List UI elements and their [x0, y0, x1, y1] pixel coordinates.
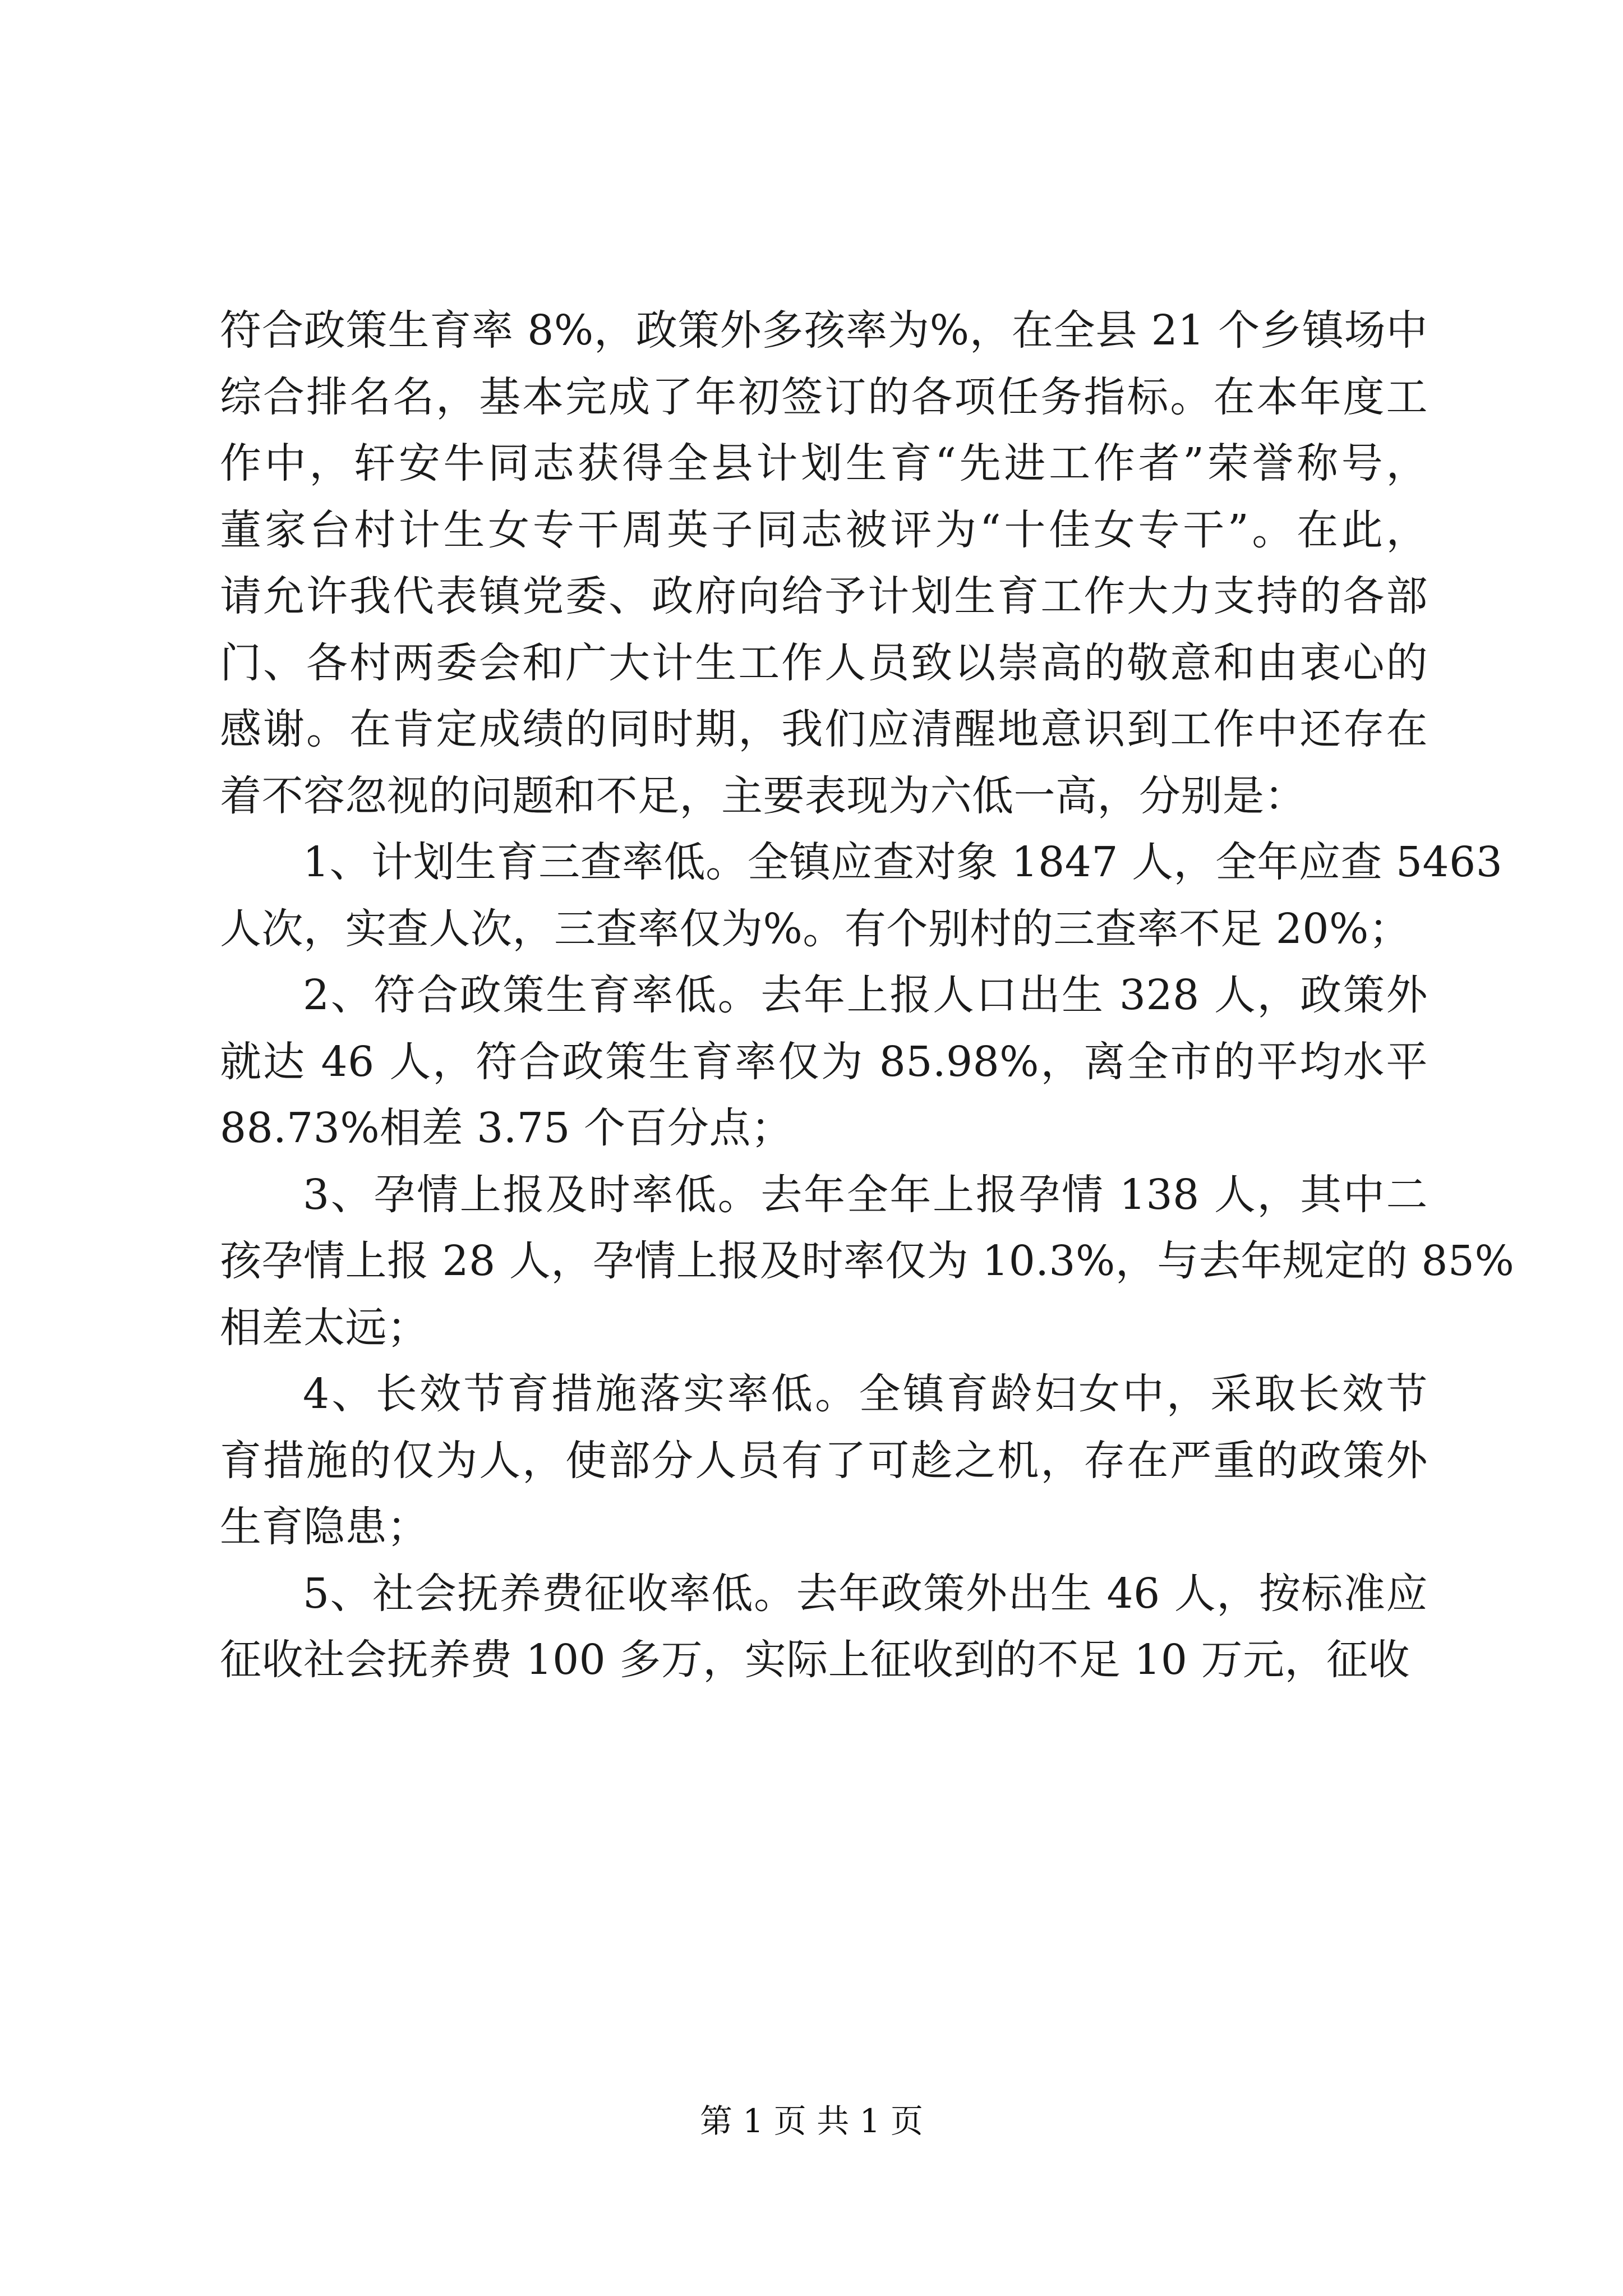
body-paragraph — [220, 297, 1428, 829]
text-line: 4、长效节育措施落实率低。全镇育龄妇女中，采取长效节 — [303, 1370, 1428, 1418]
text-line: 董家台村计生女专干周英子同志被评为“十佳女专干”。在此， — [220, 505, 1428, 554]
text-line: 符合政策生育率 8%，政策外多孩率为%，在全县 21 个乡镇场中 — [220, 306, 1428, 355]
text-line: 人次，实查人次，三查率仅为%。有个别村的三查率不足 20%； — [220, 904, 1411, 953]
text-line: 1、计划生育三查率低。全镇应查对象 1847 人，全年应查 5463 — [303, 838, 1503, 886]
body-paragraph — [220, 962, 1428, 1162]
body-paragraph — [220, 1561, 1428, 1694]
body-paragraph — [220, 1361, 1428, 1561]
text-line: 孩孕情上报 28 人，孕情上报及时率仅为 10.3%，与去年规定的 85% — [220, 1237, 1515, 1285]
text-line: 征收社会抚养费 100 多万，实际上征收到的不足 10 万元，征收 — [220, 1636, 1410, 1684]
text-line: 综合排名名，基本完成了年初签订的各项任务指标。在本年度工 — [220, 372, 1428, 421]
page-footer: 第 1 页 共 1 页 — [700, 2102, 923, 2140]
text-line: 作中，轩安牛同志获得全县计划生育“先进工作者”荣誉称号， — [220, 439, 1428, 487]
text-line: 育措施的仅为人，使部分人员有了可趁之机，存在严重的政策外 — [220, 1436, 1428, 1485]
text-line: 5、社会抚养费征收率低。去年政策外出生 46 人，按标准应 — [303, 1569, 1428, 1618]
text-line: 着不容忽视的问题和不足，主要表现为六低一高，分别是： — [220, 771, 1306, 820]
text-line: 就达 46 人，符合政策生育率仅为 85.98%，离全市的平均水平 — [220, 1037, 1428, 1086]
text-line: 相差太远； — [220, 1303, 429, 1352]
text-line: 门、各村两委会和广大计生工作人员致以崇高的敬意和由衷心的 — [220, 638, 1428, 687]
text-line: 2、符合政策生育率低。去年上报人口出生 328 人，政策外 — [303, 971, 1428, 1019]
text-line: 3、孕情上报及时率低。去年全年上报孕情 138 人，其中二 — [303, 1170, 1428, 1219]
text-line: 请允许我代表镇党委、政府向给予计划生育工作大力支持的各部 — [220, 572, 1428, 620]
text-line: 生育隐患； — [220, 1503, 429, 1551]
body-paragraph — [220, 829, 1503, 962]
body-paragraph — [220, 1162, 1515, 1361]
text-line: 88.73%相差 3.75 个百分点； — [220, 1104, 793, 1152]
text-line: 感谢。在肯定成绩的同时期，我们应清醒地意识到工作中还存在 — [220, 705, 1428, 753]
document-body — [220, 297, 1515, 1694]
